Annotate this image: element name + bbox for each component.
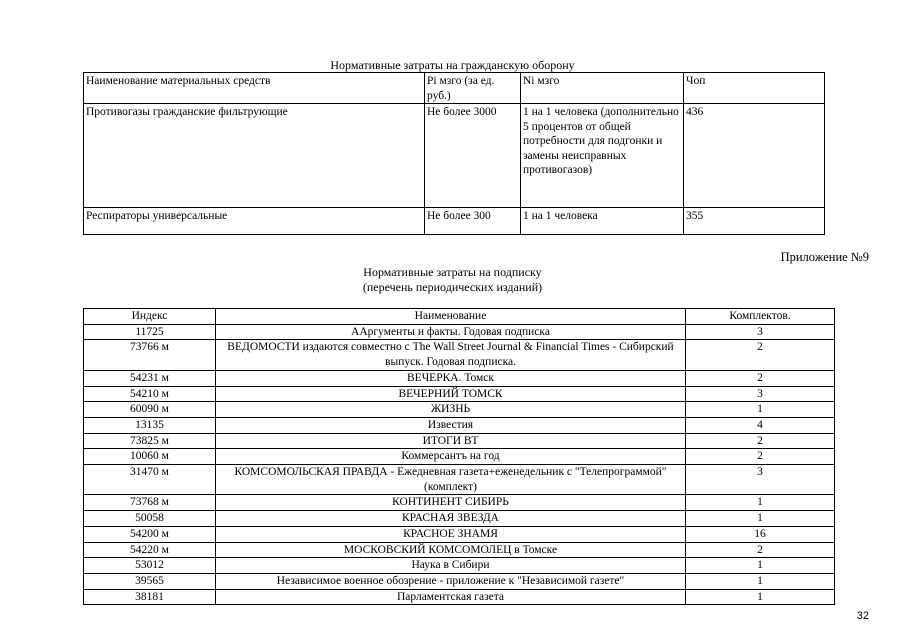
publication-name: ИТОГИ ВТ (216, 433, 686, 449)
table-header-row (84, 73, 825, 104)
publication-qty: 1 (686, 573, 835, 589)
item-name: Противогазы гражданские фильтрующие (84, 104, 425, 208)
publication-index: 54210 м (84, 386, 216, 402)
publication-index: 60090 м (84, 402, 216, 418)
table-row (84, 324, 835, 340)
table-row (84, 465, 835, 495)
header-cell: Ni мзго (521, 73, 684, 104)
subscription-table (83, 308, 835, 605)
publication-name: КОМСОМОЛЬСКАЯ ПРАВДА - Ежедневная газета+еженедельник с "Телепрограммой" (комплект) (216, 465, 686, 495)
table-row (84, 558, 835, 574)
publication-name: ААргументы и факты. Годовая подписка (216, 324, 686, 340)
header-cell: Наименование (216, 309, 686, 325)
publication-index: 10060 м (84, 449, 216, 465)
publication-index: 31470 м (84, 465, 216, 495)
civil-defense-title: Нормативные затраты на гражданскую оборону (330, 58, 575, 72)
table-row (84, 370, 835, 386)
header-cell: Чоп (684, 73, 825, 104)
publication-index: 50058 (84, 511, 216, 527)
subscription-title-block (0, 265, 905, 295)
publication-name: ЖИЗНЬ (216, 402, 686, 418)
subscription-title: Нормативные затраты на подписку (363, 265, 542, 279)
publication-index: 13135 (84, 417, 216, 433)
table-row (84, 511, 835, 527)
publication-index: 54220 м (84, 542, 216, 558)
publication-qty: 2 (686, 370, 835, 386)
table-header-row (84, 309, 835, 325)
publication-qty: 2 (686, 449, 835, 465)
table-row (84, 433, 835, 449)
publication-qty: 16 (686, 526, 835, 542)
table-row (84, 449, 835, 465)
table-row (84, 573, 835, 589)
publication-qty: 2 (686, 340, 835, 370)
header-cell: Pi мзго (за ед. руб.) (425, 73, 521, 104)
item-norm: 1 на 1 человека (521, 208, 684, 235)
appendix-label: Приложение №9 (780, 250, 869, 264)
header-cell: Индекс (84, 309, 216, 325)
publication-name: МОСКОВСКИЙ КОМСОМОЛЕЦ в Томске (216, 542, 686, 558)
item-norm: 1 на 1 человека (дополнительно 5 процентов от общей потребности для подгонки и замены неисправных противогазов) (521, 104, 684, 208)
publication-qty: 2 (686, 433, 835, 449)
publication-index: 54200 м (84, 526, 216, 542)
publication-qty: 2 (686, 542, 835, 558)
table-row (84, 340, 835, 370)
header-cell: Наименование материальных средств (84, 73, 425, 104)
table-row (84, 208, 825, 235)
item-price: Не более 300 (425, 208, 521, 235)
publication-index: 73768 м (84, 495, 216, 511)
publication-name: КРАСНАЯ ЗВЕЗДА (216, 511, 686, 527)
publication-qty: 1 (686, 402, 835, 418)
item-price: Не более 3000 (425, 104, 521, 208)
publication-index: 38181 (84, 589, 216, 605)
publication-index: 73766 м (84, 340, 216, 370)
publication-index: 39565 (84, 573, 216, 589)
publication-name: ВЕЧЕРНИЙ ТОМСК (216, 386, 686, 402)
table-row (84, 417, 835, 433)
table-row (84, 526, 835, 542)
table-row (84, 589, 835, 605)
publication-name: Коммерсантъ на год (216, 449, 686, 465)
publication-name: Наука в Сибири (216, 558, 686, 574)
table-row (84, 542, 835, 558)
table-row (84, 402, 835, 418)
page-number: 32 (856, 610, 869, 622)
item-count: 355 (684, 208, 825, 235)
publication-name: ВЕДОМОСТИ издаются совместно с The Wall Street Journal & Financial Times - Сибирский выпуск. Годовая подписка. (216, 340, 686, 370)
publication-index: 54231 м (84, 370, 216, 386)
publication-index: 73825 м (84, 433, 216, 449)
publication-index: 11725 (84, 324, 216, 340)
publication-qty: 1 (686, 589, 835, 605)
publication-name: Парламентская газета (216, 589, 686, 605)
publication-name: КОНТИНЕНТ СИБИРЬ (216, 495, 686, 511)
header-cell: Комплектов. (686, 309, 835, 325)
publication-name: КРАСНОЕ ЗНАМЯ (216, 526, 686, 542)
table-row (84, 386, 835, 402)
publication-qty: 3 (686, 386, 835, 402)
publication-qty: 3 (686, 324, 835, 340)
publication-qty: 4 (686, 417, 835, 433)
table-row (84, 104, 825, 208)
item-count: 436 (684, 104, 825, 208)
publication-name: ВЕЧЕРКА. Томск (216, 370, 686, 386)
subscription-subtitle: (перечень периодических изданий) (362, 280, 543, 294)
item-name: Респираторы универсальные (84, 208, 425, 235)
publication-qty: 1 (686, 495, 835, 511)
table-row (84, 495, 835, 511)
publication-qty: 3 (686, 465, 835, 495)
publication-name: Известия (216, 417, 686, 433)
publication-qty: 1 (686, 511, 835, 527)
civil-defense-table (83, 72, 825, 235)
publication-qty: 1 (686, 558, 835, 574)
publication-name: Независимое военное обозрение - приложение к "Независимой газете" (216, 573, 686, 589)
publication-index: 53012 (84, 558, 216, 574)
